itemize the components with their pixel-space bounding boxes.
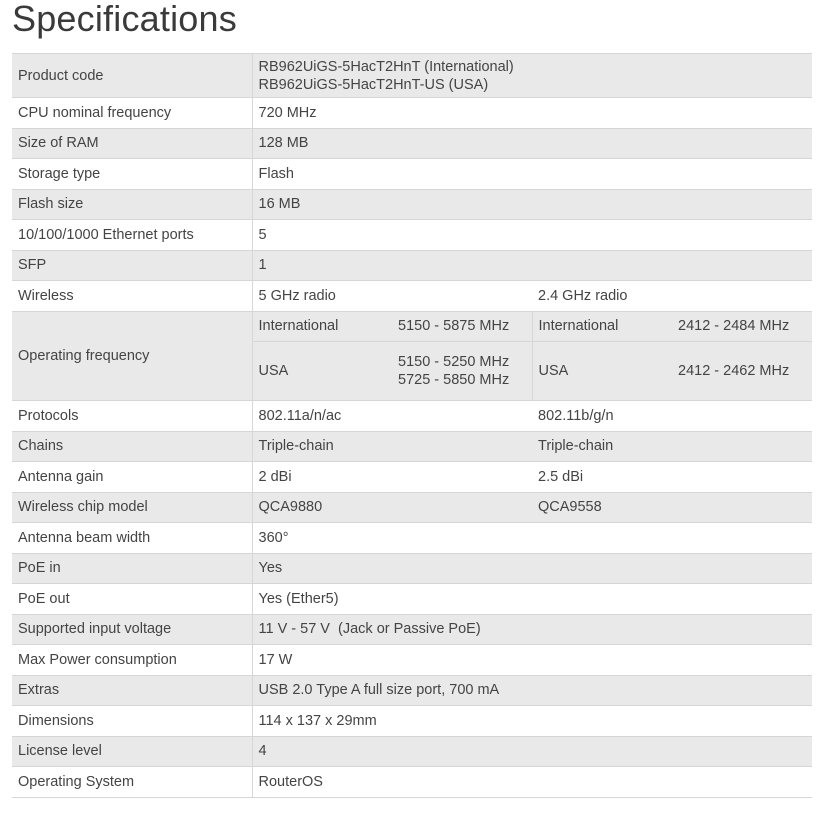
spec-value: USB 2.0 Type A full size port, 700 mA (252, 675, 812, 706)
spec-label: CPU nominal frequency (12, 98, 252, 129)
row-voltage (12, 614, 812, 645)
spec-label: License level (12, 736, 252, 767)
spec-value-24ghz: Triple-chain (532, 431, 812, 462)
spec-label: Operating System (12, 767, 252, 798)
spec-value: 11 V - 57 V (Jack or Passive PoE) (252, 614, 812, 645)
spec-value: 16 MB (252, 189, 812, 220)
freq-24ghz-usa: 2412 - 2462 MHz (672, 342, 812, 401)
region-24ghz-usa: USA (532, 342, 672, 401)
spec-value-5ghz: QCA9880 (252, 492, 532, 523)
spec-value-24ghz: QCA9558 (532, 492, 812, 523)
spec-value-5ghz: 802.11a/n/ac (252, 401, 532, 432)
spec-label: Supported input voltage (12, 614, 252, 645)
row-wireless (12, 281, 812, 312)
spec-value: 17 W (252, 645, 812, 676)
spec-label: PoE out (12, 584, 252, 615)
spec-value: 4 (252, 736, 812, 767)
spec-label: PoE in (12, 553, 252, 584)
row-poe-out (12, 584, 812, 615)
spec-label: SFP (12, 250, 252, 281)
spec-value: Yes (252, 553, 812, 584)
spec-value: Flash (252, 159, 812, 190)
row-sfp (12, 250, 812, 281)
spec-value: 1 (252, 250, 812, 281)
region-5ghz-international: International (252, 311, 392, 342)
spec-value: 5 (252, 220, 812, 251)
spec-label: Dimensions (12, 706, 252, 737)
spec-value: Yes (Ether5) (252, 584, 812, 615)
spec-value: RB962UiGS-5HacT2HnT (International) RB962UiGS-5HacT2HnT-US (USA) (252, 54, 812, 98)
row-extras (12, 675, 812, 706)
row-antenna-gain (12, 462, 812, 493)
row-os (12, 767, 812, 798)
row-chip (12, 492, 812, 523)
spec-value-5ghz: Triple-chain (252, 431, 532, 462)
spec-label: Product code (12, 54, 252, 98)
spec-value: 720 MHz (252, 98, 812, 129)
row-flash (12, 189, 812, 220)
spec-label: Operating frequency (12, 311, 252, 401)
spec-label: Antenna beam width (12, 523, 252, 554)
row-license (12, 736, 812, 767)
specifications-table (12, 53, 812, 798)
spec-value-5ghz: 5 GHz radio (252, 281, 532, 312)
spec-label: Protocols (12, 401, 252, 432)
spec-value-24ghz: 802.11b/g/n (532, 401, 812, 432)
spec-value: 114 x 137 x 29mm (252, 706, 812, 737)
spec-label: Antenna gain (12, 462, 252, 493)
freq-24ghz-international: 2412 - 2484 MHz (672, 311, 812, 342)
row-protocols (12, 401, 812, 432)
row-ethernet (12, 220, 812, 251)
spec-value: 128 MB (252, 128, 812, 159)
row-cpu (12, 98, 812, 129)
region-24ghz-international: International (532, 311, 672, 342)
row-chains (12, 431, 812, 462)
row-poe-in (12, 553, 812, 584)
spec-label: Max Power consumption (12, 645, 252, 676)
spec-label: Chains (12, 431, 252, 462)
row-power (12, 645, 812, 676)
spec-label: Storage type (12, 159, 252, 190)
row-ram (12, 128, 812, 159)
spec-label: 10/100/1000 Ethernet ports (12, 220, 252, 251)
freq-5ghz-international: 5150 - 5875 MHz (392, 311, 532, 342)
spec-value: 360° (252, 523, 812, 554)
region-5ghz-usa: USA (252, 342, 392, 401)
spec-label: Wireless chip model (12, 492, 252, 523)
row-dimensions (12, 706, 812, 737)
spec-value-24ghz: 2.5 dBi (532, 462, 812, 493)
spec-label: Size of RAM (12, 128, 252, 159)
spec-value-5ghz: 2 dBi (252, 462, 532, 493)
spec-label: Wireless (12, 281, 252, 312)
row-product-code (12, 54, 812, 98)
spec-value-24ghz: 2.4 GHz radio (532, 281, 812, 312)
row-opfreq-international (12, 311, 812, 342)
spec-value: RouterOS (252, 767, 812, 798)
row-storage (12, 159, 812, 190)
row-beam (12, 523, 812, 554)
spec-label: Extras (12, 675, 252, 706)
spec-label: Flash size (12, 189, 252, 220)
page-title: Specifications (12, 0, 237, 39)
freq-5ghz-usa: 5150 - 5250 MHz 5725 - 5850 MHz (392, 342, 532, 401)
